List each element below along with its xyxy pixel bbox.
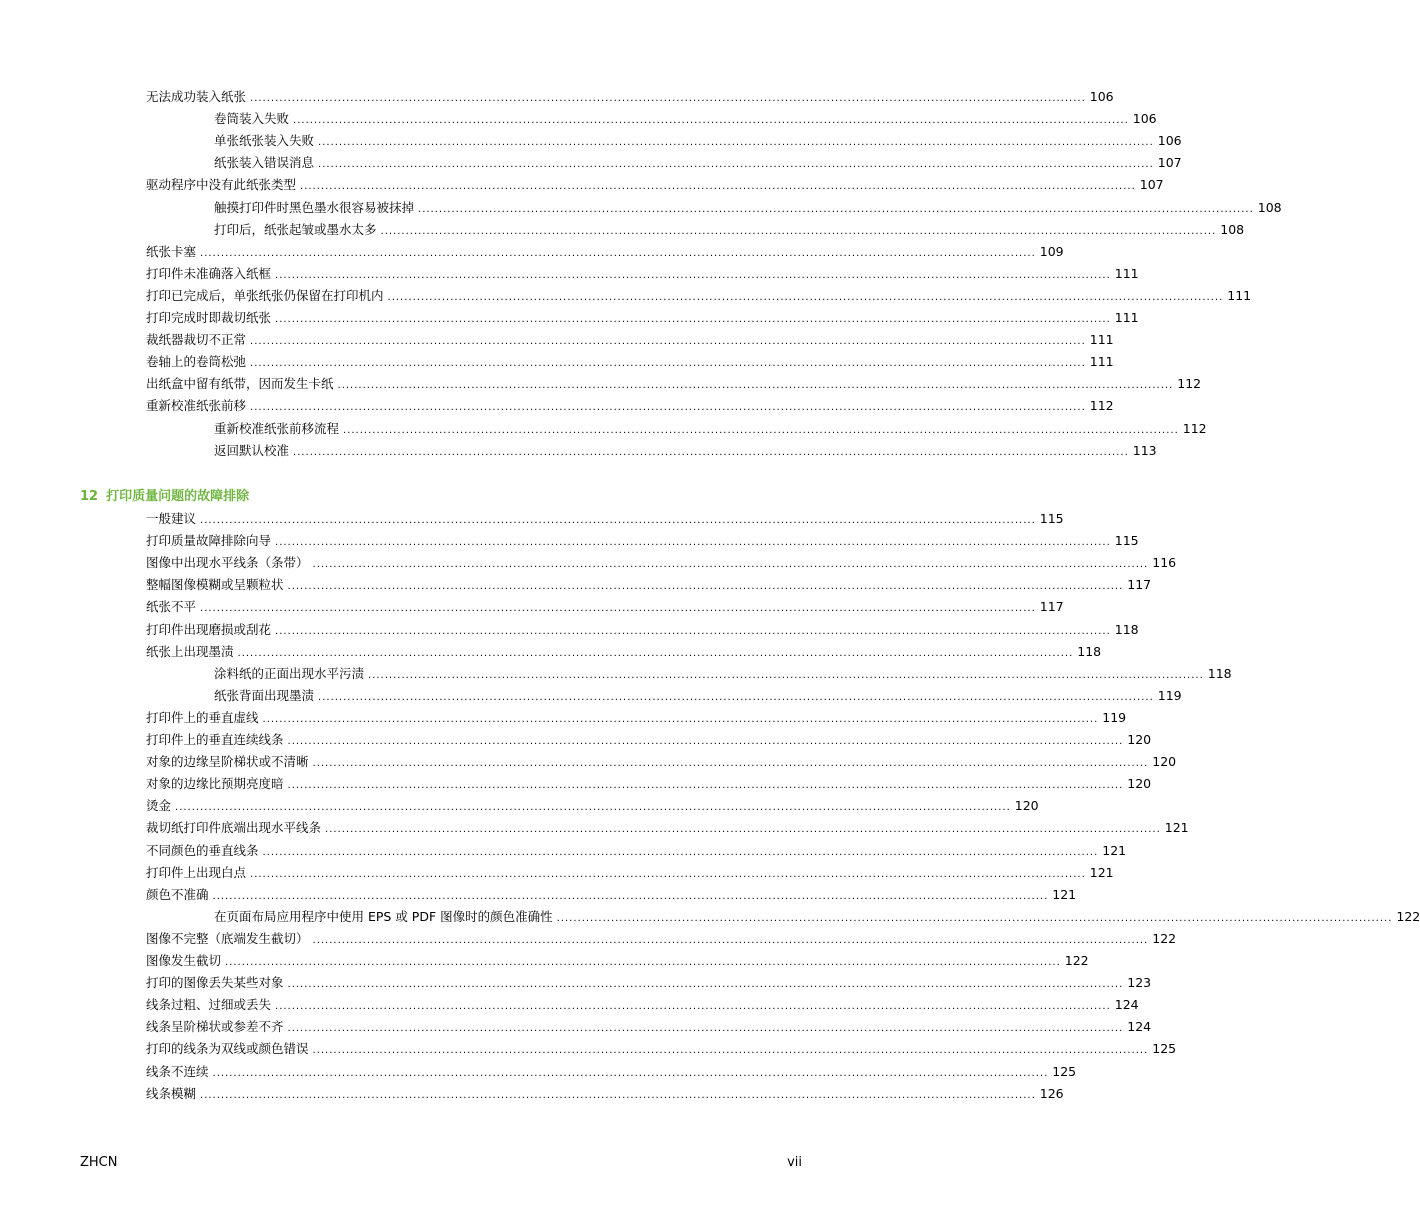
toc-entry[interactable] xyxy=(146,242,1064,262)
toc-leader-dots: ........................................................................................................................................................................................................ xyxy=(293,115,1129,127)
toc-entry[interactable] xyxy=(146,597,1064,617)
toc-entry-page: 112 xyxy=(1182,420,1207,436)
toc-entry-page: 106 xyxy=(1157,133,1182,149)
toc-entry-page: 120 xyxy=(1014,798,1039,814)
toc-entry-page: 125 xyxy=(1152,1041,1177,1057)
toc-leader-dots: ........................................................................................................................................................................................................ xyxy=(287,581,1124,593)
toc-entry-page: 121 xyxy=(1164,820,1189,836)
toc-entry[interactable] xyxy=(146,1062,1077,1082)
toc-entry[interactable] xyxy=(214,198,1282,218)
toc-entry[interactable] xyxy=(146,308,1139,328)
toc-entry-page: 108 xyxy=(1220,221,1245,237)
toc-entry-title: 纸张上出现墨渍 xyxy=(146,643,234,659)
toc-entry[interactable] xyxy=(146,509,1064,529)
toc-entry[interactable] xyxy=(146,286,1252,306)
toc-leader-dots: ........................................................................................................................................................................................................ xyxy=(300,181,1136,193)
toc-entry-title: 图像中出现水平线条（条带） xyxy=(146,555,309,571)
toc-entry[interactable] xyxy=(214,220,1245,240)
toc-entry-title: 打印完成时即裁切纸张 xyxy=(146,310,272,325)
toc-leader-dots: ........................................................................................................................................................................................................ xyxy=(200,515,1036,526)
toc-leader-dots: ........................................................................................................................................................................................................ xyxy=(287,780,1124,792)
toc-entry-title: 卷轴上的卷筒松弛 xyxy=(146,354,247,370)
toc-entry-page: 122 xyxy=(1064,953,1089,968)
toc-entry[interactable] xyxy=(214,664,1232,684)
toc-entry-title: 颜色不准确 xyxy=(146,886,209,902)
toc-entry-page: 123 xyxy=(1127,975,1152,991)
toc-leader-dots: ........................................................................................................................................................................................................ xyxy=(337,380,1174,392)
toc-entry-page: 111 xyxy=(1114,310,1139,325)
toc-entry-page: 125 xyxy=(1052,1063,1077,1079)
toc-entry-page: 121 xyxy=(1089,864,1114,880)
chapter-title: 打印质量问题的故障排除 xyxy=(106,489,250,504)
toc-entry-page: 122 xyxy=(1152,930,1177,946)
toc-leader-dots: ........................................................................................................................................................................................................ xyxy=(275,537,1111,549)
toc-entry[interactable] xyxy=(214,441,1157,461)
toc-entry-title: 打印件上出现白点 xyxy=(146,864,247,880)
toc-leader-dots: ........................................................................................................................................................................................................ xyxy=(275,625,1111,637)
toc-entry-title: 一般建议 xyxy=(146,511,197,526)
toc-entry-title: 打印件未准确落入纸框 xyxy=(146,265,272,281)
toc-leader-dots: ........................................................................................................................................................................................................ xyxy=(312,934,1149,946)
toc-entry-page: 106 xyxy=(1089,89,1114,104)
toc-leader-dots: ........................................................................................................................................................................................................ xyxy=(325,824,1161,836)
toc-leader-dots: ........................................................................................................................................................................................................ xyxy=(237,647,1074,659)
toc-leader-dots: ........................................................................................................................................................................................................ xyxy=(318,691,1154,703)
toc-leader-dots: ........................................................................................................................................................................................................ xyxy=(275,314,1111,325)
toc-entry-page: 117 xyxy=(1127,577,1152,593)
toc-entry[interactable] xyxy=(146,841,1127,861)
toc-leader-dots: ........................................................................................................................................................................................................ xyxy=(343,424,1179,436)
toc-entry[interactable] xyxy=(146,752,1177,772)
toc-entry[interactable] xyxy=(214,153,1182,173)
toc-leader-dots: ........................................................................................................................................................................................................ xyxy=(262,846,1099,858)
toc-entry-title: 重新校准纸张前移流程 xyxy=(214,420,340,436)
toc-leader-dots: ........................................................................................................................................................................................................ xyxy=(200,603,1036,615)
toc-entry-title: 整幅图像模糊或呈颗粒状 xyxy=(146,577,284,593)
toc-entry-page: 118 xyxy=(1207,665,1232,681)
toc-entry-title: 图像发生截切 xyxy=(146,953,222,968)
toc-entry-page: 118 xyxy=(1114,621,1139,637)
toc-leader-dots: ........................................................................................................................................................................................................ xyxy=(318,159,1154,171)
toc-entry-title: 出纸盒中留有纸带，因而发生卡纸 xyxy=(146,376,334,392)
toc-entry[interactable] xyxy=(146,553,1177,573)
toc-entry[interactable] xyxy=(146,374,1202,394)
toc-entry-title: 不同颜色的垂直线条 xyxy=(146,842,259,858)
toc-leader-dots: ........................................................................................................................................................................................................ xyxy=(312,559,1149,571)
toc-entry-title: 线条过粗、过细或丢失 xyxy=(146,997,272,1013)
toc-entry[interactable] xyxy=(146,1084,1064,1104)
toc-entry[interactable] xyxy=(146,620,1139,640)
toc-entry[interactable] xyxy=(146,863,1114,883)
toc-entry-page: 120 xyxy=(1127,732,1152,747)
toc-leader-dots: ........................................................................................................................................................................................................ xyxy=(556,912,1393,924)
toc-leader-dots: ........................................................................................................................................................................................................ xyxy=(368,669,1204,681)
toc-entry-page: 113 xyxy=(1132,442,1157,458)
toc-entry-title: 单张纸张装入失败 xyxy=(214,133,315,149)
toc-entry-title: 驱动程序中没有此纸张类型 xyxy=(146,177,297,193)
toc-entry-page: 111 xyxy=(1227,287,1252,303)
toc-leader-dots: ........................................................................................................................................................................................................ xyxy=(250,868,1086,880)
toc-entry-page: 126 xyxy=(1039,1085,1064,1101)
toc-entry[interactable] xyxy=(214,131,1182,151)
toc-entry-page: 116 xyxy=(1152,555,1177,571)
toc-entry-page: 112 xyxy=(1089,398,1114,414)
toc-leader-dots: ........................................................................................................................................................................................................ xyxy=(250,358,1086,370)
toc-entry-title: 打印的线条为双线或颜色错误 xyxy=(146,1041,309,1057)
toc-entry-page: 119 xyxy=(1102,709,1127,725)
toc-entry[interactable] xyxy=(146,264,1139,284)
toc-entry-page: 122 xyxy=(1396,908,1420,924)
toc-entry-title: 线条呈阶梯状或参差不齐 xyxy=(146,1019,284,1035)
toc-entry-page: 111 xyxy=(1089,354,1114,370)
toc-entry[interactable] xyxy=(146,885,1077,905)
toc-entry[interactable] xyxy=(146,818,1189,838)
toc-entry-page: 118 xyxy=(1077,643,1102,659)
toc-entry-title: 无法成功装入纸张 xyxy=(146,89,247,104)
toc-leader-dots: ........................................................................................................................................................................................................ xyxy=(275,1001,1111,1013)
toc-leader-dots: ........................................................................................................................................................................................................ xyxy=(312,758,1149,770)
toc-leader-dots: ........................................................................................................................................................................................................ xyxy=(387,291,1224,303)
toc-leader-dots: ........................................................................................................................................................................................................ xyxy=(200,247,1036,259)
toc-leader-dots: ........................................................................................................................................................................................................ xyxy=(175,802,1011,814)
toc-entry-page: 124 xyxy=(1127,1019,1152,1035)
toc-entry-page: 108 xyxy=(1257,199,1282,215)
toc-entry-title: 纸张不平 xyxy=(146,599,197,615)
toc-entry[interactable] xyxy=(146,995,1139,1015)
toc-entry[interactable] xyxy=(146,87,1114,107)
toc-leader-dots: ........................................................................................................................................................................................................ xyxy=(318,137,1154,149)
toc-entry[interactable] xyxy=(146,796,1039,816)
chapter-number: 12 xyxy=(80,489,99,504)
toc-leader-dots: ........................................................................................................................................................................................................ xyxy=(212,890,1049,902)
toc-leader-dots: ........................................................................................................................................................................................................ xyxy=(225,957,1061,968)
toc-leader-dots: ........................................................................................................................................................................................................ xyxy=(418,203,1254,215)
toc-entry-title: 在页面布局应用程序中使用 EPS 或 PDF 图像时的颜色准确性 xyxy=(214,908,553,924)
toc-entry-title: 对象的边缘比预期亮度暗 xyxy=(146,776,284,792)
toc-entry-page: 112 xyxy=(1177,376,1202,392)
toc-entry[interactable] xyxy=(146,352,1114,372)
toc-entry-title: 线条不连续 xyxy=(146,1063,209,1079)
footer-locale: ZHCN xyxy=(80,1155,118,1170)
toc-leader-dots: ........................................................................................................................................................................................................ xyxy=(380,225,1217,237)
toc-entry-title: 裁纸器裁切不正常 xyxy=(146,332,247,348)
toc-entry-title: 打印件出现磨损或刮花 xyxy=(146,621,272,637)
toc-entry[interactable] xyxy=(146,973,1152,993)
toc-entry-title: 打印后，纸张起皱或墨水太多 xyxy=(214,221,377,237)
toc-entry-title: 纸张卡塞 xyxy=(146,243,197,259)
toc-entry-page: 111 xyxy=(1089,332,1114,348)
toc-entry-page: 124 xyxy=(1114,997,1139,1013)
toc-entry-title: 返回默认校准 xyxy=(214,442,290,458)
toc-entry[interactable] xyxy=(214,419,1207,439)
toc-entry-title: 图像不完整（底端发生截切） xyxy=(146,930,309,946)
toc-entry-page: 109 xyxy=(1039,243,1064,259)
toc-entry[interactable] xyxy=(146,175,1164,195)
toc-entry[interactable] xyxy=(146,642,1102,662)
toc-entry-title: 打印件上的垂直连续线条 xyxy=(146,732,284,747)
toc-leader-dots: ........................................................................................................................................................................................................ xyxy=(312,1045,1149,1057)
toc-entry-page: 120 xyxy=(1127,776,1152,792)
toc-leader-dots: ........................................................................................................................................................................................................ xyxy=(262,713,1099,725)
toc-leader-dots: ........................................................................................................................................................................................................ xyxy=(250,93,1086,104)
toc-entry[interactable] xyxy=(146,575,1152,595)
toc-entry-title: 打印件上的垂直虚线 xyxy=(146,709,259,725)
toc-entry-title: 触摸打印件时黑色墨水很容易被抹掉 xyxy=(214,199,415,215)
toc-entry-title: 纸张背面出现墨渍 xyxy=(214,687,315,703)
toc-entry[interactable] xyxy=(146,951,1089,971)
toc-entry-title: 线条模糊 xyxy=(146,1085,197,1101)
toc-entry[interactable] xyxy=(214,907,1420,927)
toc-entry[interactable] xyxy=(146,1039,1177,1059)
toc-leader-dots: ........................................................................................................................................................................................................ xyxy=(250,336,1086,348)
toc-entry-title: 重新校准纸张前移 xyxy=(146,398,247,414)
toc-leader-dots: ........................................................................................................................................................................................................ xyxy=(275,269,1111,281)
toc-entry[interactable] xyxy=(146,708,1127,728)
toc-entry[interactable] xyxy=(146,774,1152,794)
toc-entry-page: 120 xyxy=(1152,754,1177,770)
toc-leader-dots: ........................................................................................................................................................................................................ xyxy=(287,736,1124,747)
toc-leader-dots: ........................................................................................................................................................................................................ xyxy=(293,446,1129,458)
toc-entry-title: 对象的边缘呈阶梯状或不清晰 xyxy=(146,754,309,770)
toc-entry[interactable] xyxy=(146,1017,1152,1037)
toc-entry-page: 106 xyxy=(1132,111,1157,127)
toc-entry-title: 打印已完成后，单张纸张仍保留在打印机内 xyxy=(146,287,384,303)
toc-entry[interactable] xyxy=(214,686,1182,706)
toc-entry-page: 115 xyxy=(1114,533,1139,549)
footer-page-number: vii xyxy=(787,1155,802,1170)
toc-entry-page: 121 xyxy=(1052,886,1077,902)
toc-leader-dots: ........................................................................................................................................................................................................ xyxy=(212,1067,1049,1079)
toc-entry-page: 107 xyxy=(1157,155,1182,171)
toc-leader-dots: ........................................................................................................................................................................................................ xyxy=(200,1089,1036,1101)
chapter-heading[interactable] xyxy=(80,487,249,507)
toc-entry-page: 115 xyxy=(1039,511,1064,526)
toc-entry[interactable] xyxy=(146,929,1177,949)
toc-leader-dots: ........................................................................................................................................................................................................ xyxy=(287,1023,1124,1035)
toc-entry-title: 打印质量故障排除向导 xyxy=(146,533,272,549)
toc-entry-page: 119 xyxy=(1157,687,1182,703)
toc-leader-dots: ........................................................................................................................................................................................................ xyxy=(250,402,1086,414)
toc-entry[interactable] xyxy=(146,730,1152,750)
toc-entry-title: 涂料纸的正面出现水平污渍 xyxy=(214,665,365,681)
toc-entry[interactable] xyxy=(146,330,1114,350)
toc-entry[interactable] xyxy=(214,109,1157,129)
toc-entry-title: 纸张装入错误消息 xyxy=(214,155,315,171)
toc-entry[interactable] xyxy=(146,531,1139,551)
toc-entry-title: 打印的图像丢失某些对象 xyxy=(146,975,284,991)
toc-entry-title: 裁切纸打印件底端出现水平线条 xyxy=(146,820,322,836)
toc-entry-page: 117 xyxy=(1039,599,1064,615)
toc-entry-page: 121 xyxy=(1102,842,1127,858)
toc-entry-page: 111 xyxy=(1114,265,1139,281)
toc-entry-title: 卷筒装入失败 xyxy=(214,111,290,127)
toc-entry-title: 烫金 xyxy=(146,798,172,814)
toc-entry-page: 107 xyxy=(1139,177,1164,193)
toc-leader-dots: ........................................................................................................................................................................................................ xyxy=(287,979,1124,991)
toc-entry[interactable] xyxy=(146,396,1114,416)
